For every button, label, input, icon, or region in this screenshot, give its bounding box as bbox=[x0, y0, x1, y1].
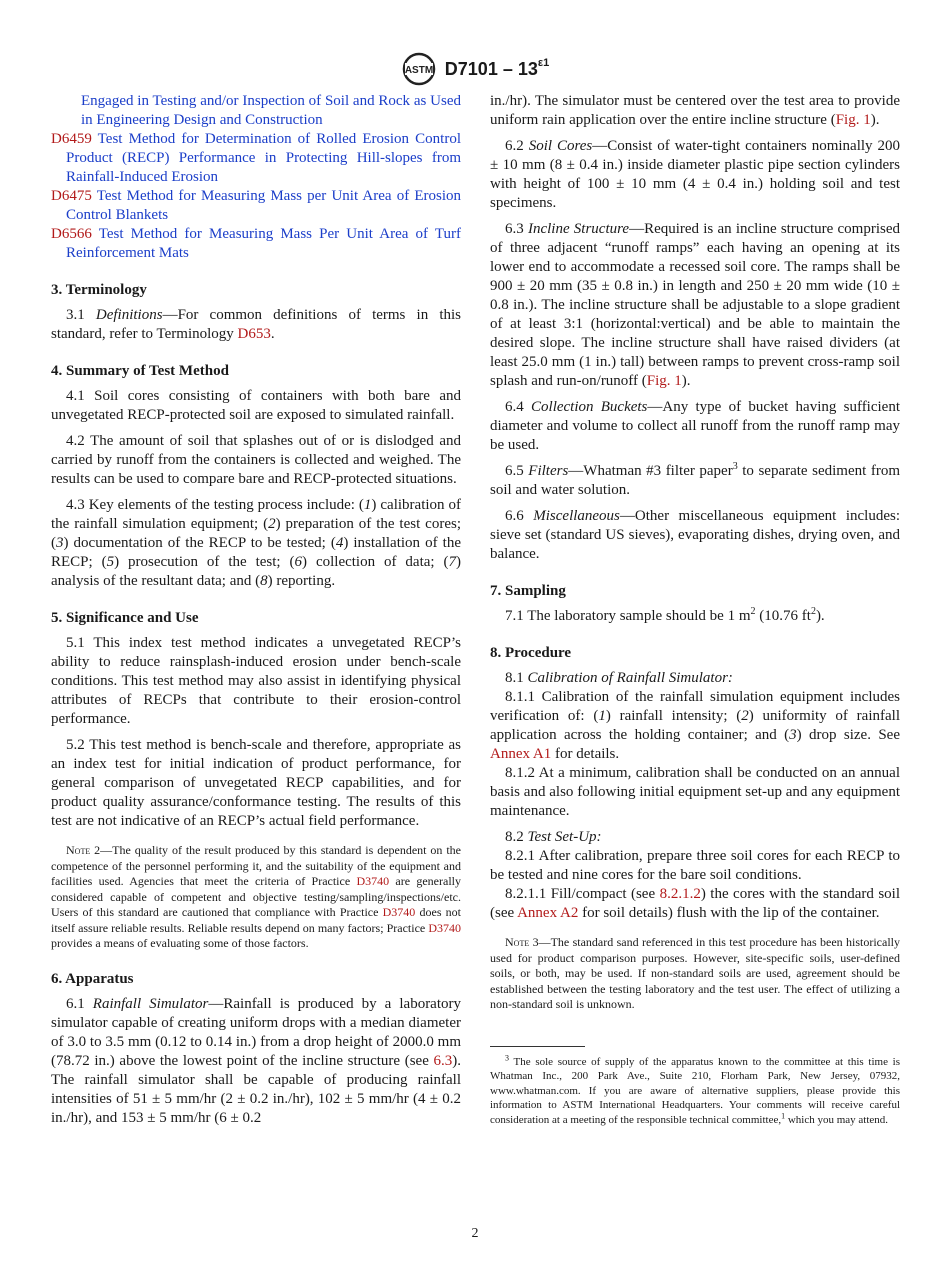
reference-d6475[interactable]: D6475 Test Method for Measuring Mass per Unit Area of Erosion Control Blankets bbox=[51, 188, 461, 223]
link-fig-1[interactable]: Fig. 1 bbox=[646, 373, 682, 389]
section-4-heading: 4. Summary of Test Method bbox=[51, 363, 229, 379]
para-4-2: 4.2 The amount of soil that splashes out of or is dislodged and carried by runoff from the containers is collected and weighed. The results can be used to compare bare and RECP-protected situations. bbox=[51, 433, 461, 487]
designation: $D7101 - 13^{\varepsilon 1}$ bbox=[444, 56, 550, 79]
link-fig-1[interactable]: Fig. 1 bbox=[835, 112, 871, 128]
para-4-1: 4.1 Soil cores consisting of containers with both bare and unvegetated RECP-protected soil are exposed to simulated rainfall. bbox=[51, 388, 461, 423]
link-annex-a2[interactable]: Annex A2 bbox=[517, 905, 579, 921]
para-8-2: 8.2 Test Set-Up: bbox=[505, 829, 602, 845]
link-d3740[interactable]: D3740 bbox=[356, 874, 390, 888]
para-6-4: 6.4 Collection Buckets—Any type of bucket having sufficient diameter and volume to collect all runoff from the runoff ramp may be used. bbox=[490, 399, 901, 453]
page-header bbox=[0, 52, 950, 86]
link-d3740[interactable]: D3740 bbox=[428, 920, 461, 935]
para-5-2: 5.2 This test method is bench-scale and therefore, appropriate as an index test for initial indication of product performance, for general comparison of unvegetated RECP capabilities, and for product quality assurance/conformance testing. The results of this test are not indicative of an RECP’s actual field performance. bbox=[51, 737, 461, 829]
reference-d6566[interactable]: D6566 Test Method for Measuring Mass Per Unit Area of Turf Reinforcement Mats bbox=[51, 226, 461, 261]
para-8-2-1-1: 8.2.1.1 Fill/compact (see 8.2.1.2) the cores with the standard soil (see Annex A2 for soil details) flush with the lip of the container. bbox=[490, 886, 900, 921]
link-8-2-1-2[interactable]: 8.2.1.2 bbox=[659, 886, 701, 902]
left-column bbox=[51, 92, 461, 1135]
para-8-2-1: 8.2.1 After calibration, prepare three soil cores for each RECP to be tested and nine cores for the bare soil conditions. bbox=[490, 848, 900, 883]
link-d3740[interactable]: D3740 bbox=[382, 905, 416, 919]
para-8-1-2: 8.1.2 At a minimum, calibration shall be conducted on an annual basis and also following initial equipment set-up and any equipment maintenance. bbox=[490, 765, 900, 819]
para-4-3: 4.3 Key elements of the testing process include: (1) calibration of the rainfall simulation equipment; (2) preparation of the test cores; (3) documentation of the RECP to be tested; (4) installation of the RECP; (5) prosecution of the test; (6) collection of data; (7) analysis of the resultant data; and (8) reporting. bbox=[51, 497, 462, 589]
astm-logo-icon bbox=[401, 52, 437, 86]
page-number: 2 bbox=[471, 1226, 479, 1241]
section-7-heading: 7. Sampling bbox=[490, 583, 566, 599]
para-8-1: 8.1 Calibration of Rainfall Simulator: bbox=[505, 670, 733, 686]
note-3: Note 3—The standard sand referenced in this test procedure has been historically used for product comparison purposes. However, site-specific soils, user-defined soils, or both, may be used. If non-standard soils are used, agreement should be established between the testing laboratory and the test user. The effect of utilizing a non-standard soil is unknown. bbox=[490, 935, 900, 1011]
section-3-heading: 3. Terminology bbox=[51, 282, 147, 298]
link-annex-a1[interactable]: Annex A1 bbox=[490, 746, 552, 762]
para-6-3: 6.3 Incline Structure—Required is an incline structure comprised of three adjacent “runoff ramps” each having an opening at its lower end to accommodate a recessed soil core. The ramps shall be 900 ± 20 mm (35 ± 0.8 in.) in length and 250 ± 20 mm wide (10 ± 0.8 in.). The incline structure shall be adjustable to a slope gradient of at least 3:1 (horizontal:vertical) and be able to maintain the desired slope. The incline structure shall have raised dividers (at least 25.0 mm (1 in.) tall) between ramps to prevent cross-ramp soil splash and run-on/runoff (Fig. 1). bbox=[490, 221, 900, 389]
para-6-5: 6.5 Filters—Whatman #3 filter paper$^3$ to separate sediment from soil and water solution. bbox=[490, 461, 900, 498]
note-2: Note 2—The quality of the result produced by this standard is dependent on the competence of the personnel performing it, and the suitability of the equipment and facilities used. Agencies that meet the criteria of Practice D3740 are generally considered capable of competent and objective testing/sampling/inspections/etc. Users of this standard are cautioned that compliance with Practice D3740 does not itself assure reliable results. Reliable results depend on many factors; Practice D3740 provides a means of evaluating some of those factors. bbox=[51, 843, 461, 950]
section-6-heading: 6. Apparatus bbox=[51, 970, 134, 987]
para-5-1: 5.1 This index test method indicates a unvegetated RECP’s ability to reduce rainsplash-induced erosion under bench-scale conditions. This test method may also assist in identifying physical attributes of RECPs that contribute to their erosion-control performance. bbox=[51, 635, 461, 727]
para-6-2: 6.2 Soil Cores—Consist of water-tight containers nominally 200 ± 10 mm (8 ± 0.4 in.) inside diameter plastic pipe section cylinders with height of 100 ± 10 mm (4 ± 0.4 in.) holding soil and test specimens. bbox=[490, 138, 900, 211]
reference-continuation: Engaged in Testing and/or Inspection of Soil and Rock as Used in Engineering Design and Construction bbox=[81, 93, 461, 128]
para-8-1-1: 8.1.1 Calibration of the rainfall simulation equipment includes verification of: (1) rainfall intensity; (2) uniformity of rainfall application across the holding container; and (3) drop size. See Annex A1 for details. bbox=[490, 689, 900, 762]
section-8-heading: 8. Procedure bbox=[490, 645, 572, 661]
link-d653[interactable]: D653 bbox=[237, 326, 271, 342]
section-5-heading: 5. Significance and Use bbox=[51, 610, 199, 626]
right-column bbox=[490, 92, 900, 1134]
footnote-divider bbox=[490, 1046, 585, 1047]
link-6-3[interactable]: 6.3 bbox=[433, 1052, 453, 1069]
para-6-1: 6.1 Rainfall Simulator—Rainfall is produced by a laboratory simulator capable of creating uniform drops with a median diameter of 3.0 to 3.5 mm (0.12 to 0.14 in.) from a drop height of 2000.0 mm (78.72 in.) above the lowest point of the incline structure (see 6.3). The rainfall simulator shall be capable of producing rainfall intensities of 51 ± 5 mm/hr (2 ± 0.2 in./hr), 102 ± 5 mm/hr (4 ± 0.2 in./hr), and 153 ± 5 mm/hr (6 ± 0.2 bbox=[51, 995, 462, 1126]
svg-text:ASTM: ASTM bbox=[404, 65, 433, 76]
footnote-3: $^3$ The sole source of supply of the apparatus known to the committee at this time is Whatman Inc., 200 Park Ave., Suite 210, Florham Park, New Jersey, 07932, www.whatman.com. If you are aware of alternative suppliers, please provide this information to ASTM International Headquarters. Your comments will receive careful consideration at a meeting of the responsible technical committee,$^1$ which you may attend. bbox=[490, 1052, 900, 1126]
reference-d6459[interactable]: D6459 Test Method for Determination of Rolled Erosion Control Product (RECP) Performance in Protecting Hill-slopes from Rainfall-Induced Erosion bbox=[51, 131, 461, 185]
para-6-6: 6.6 Miscellaneous—Other miscellaneous equipment includes: sieve set (standard US sieves), evaporating dishes, drying oven, and balance. bbox=[490, 508, 900, 562]
para-7-1: 7.1 The laboratory sample should be 1 $m^2$ (10.76 $ft^2$). bbox=[505, 606, 825, 624]
para-6-1-continued: in./hr). The simulator must be centered over the test area to provide uniform rain application over the entire incline structure (Fig. 1). bbox=[490, 93, 900, 128]
para-3-1: 3.1 Definitions—For common definitions of terms in this standard, refer to Terminology D653. bbox=[51, 307, 462, 342]
